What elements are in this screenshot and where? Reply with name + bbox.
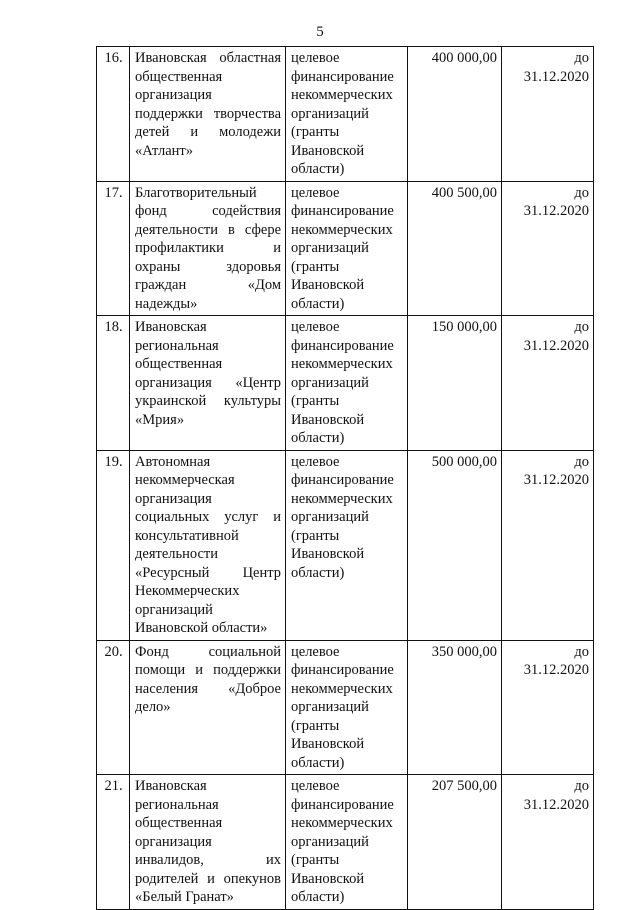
table-row xyxy=(97,181,594,316)
funding-purpose: целевое финансирование некоммерческих организаций (гранты Ивановской области) xyxy=(286,316,408,451)
funding-purpose: целевое финансирование некоммерческих организаций (гранты Ивановской области) xyxy=(286,181,408,316)
organization-name: Ивановская региональная общественная организация инвалидов, их родителей и опекунов «Белый Гранат» xyxy=(130,775,286,910)
grant-amount: 500 000,00 xyxy=(408,450,502,640)
grant-amount: 150 000,00 xyxy=(408,316,502,451)
deadline: до 31.12.2020 xyxy=(502,316,594,451)
row-number: 20. xyxy=(97,640,130,775)
row-number: 17. xyxy=(97,181,130,316)
organization-name: Автономная некоммерческая организация социальных услуг и консультативной деятельности «Ресурсный Центр Некоммерческих организаций Ивановской области» xyxy=(130,450,286,640)
grant-amount: 350 000,00 xyxy=(408,640,502,775)
organization-name: Ивановская областная общественная организация поддержки творчества детей и молодежи «Атлант» xyxy=(130,47,286,182)
row-number: 19. xyxy=(97,450,130,640)
row-number: 16. xyxy=(97,47,130,182)
row-number: 18. xyxy=(97,316,130,451)
deadline: до 31.12.2020 xyxy=(502,775,594,910)
funding-purpose: целевое финансирование некоммерческих организаций (гранты Ивановской области) xyxy=(286,640,408,775)
funding-purpose: целевое финансирование некоммерческих организаций (гранты Ивановской области) xyxy=(286,47,408,182)
deadline: до 31.12.2020 xyxy=(502,181,594,316)
organization-name: Фонд социальной помощи и поддержки населения «Доброе дело» xyxy=(130,640,286,775)
funding-purpose: целевое финансирование некоммерческих организаций (гранты Ивановской области) xyxy=(286,775,408,910)
organization-name: Благотворительный фонд содействия деятельности в сфере профилактики и охраны здоровья граждан «Дом надежды» xyxy=(130,181,286,316)
table-row xyxy=(97,640,594,775)
row-number: 21. xyxy=(97,775,130,910)
page-number: 5 xyxy=(316,24,324,40)
deadline: до 31.12.2020 xyxy=(502,640,594,775)
grants-table xyxy=(96,46,594,910)
organization-name: Ивановская региональная общественная организация «Центр украинской культуры «Мрия» xyxy=(130,316,286,451)
table-row xyxy=(97,775,594,910)
table-row xyxy=(97,450,594,640)
funding-purpose: целевое финансирование некоммерческих организаций (гранты Ивановской области) xyxy=(286,450,408,640)
grant-amount: 400 000,00 xyxy=(408,47,502,182)
grant-amount: 207 500,00 xyxy=(408,775,502,910)
deadline: до 31.12.2020 xyxy=(502,450,594,640)
grant-amount: 400 500,00 xyxy=(408,181,502,316)
table-row xyxy=(97,47,594,182)
deadline: до 31.12.2020 xyxy=(502,47,594,182)
table-row xyxy=(97,316,594,451)
